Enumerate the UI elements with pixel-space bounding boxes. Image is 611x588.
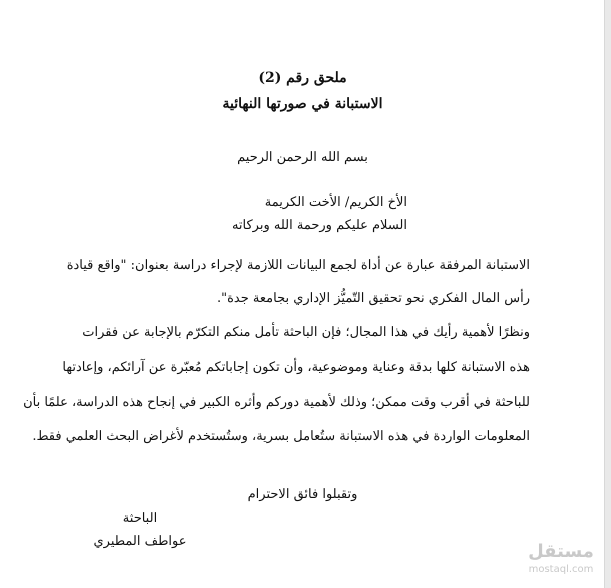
- closing-remark: وتقبلوا فائق الاحترام: [247, 487, 358, 502]
- paragraph-2-line-2: هذه الاستبانة كلها بدقة وعناية وموضوعية، وأن تكون إجاباتكم مُعبّرة عن آرائكم، وإعادتها: [62, 360, 530, 375]
- watermark-logo: [525, 540, 597, 575]
- watermark-brand: مستقل: [528, 541, 594, 562]
- researcher-name: عواطف المطيري: [93, 534, 187, 549]
- appendix-label: ملحق رقم (2): [258, 70, 347, 86]
- paragraph-1-line-2: رأس المال الفكري نحو تحقيق التّميُّز الإداري بجامعة جدة".: [216, 291, 530, 306]
- researcher-role: الباحثة: [122, 511, 158, 526]
- appendix-title: الاستبانة في صورتها النهائية: [222, 96, 383, 112]
- salutation: الأخ الكريم/ الأخت الكريمة: [264, 195, 407, 210]
- watermark-domain: mostaql.com: [528, 564, 594, 575]
- paragraph-2-line-4: المعلومات الواردة في هذه الاستبانة ستُعامل بسرية، وستُستخدم لأغراض البحث العلمي فقط.: [32, 429, 530, 444]
- paragraph-2-line-3: للباحثة في أقرب وقت ممكن؛ وذلك لأهمية دوركم وأثره الكبير في إنجاح هذه الدراسة، علمًا بأن: [23, 395, 530, 410]
- paragraph-2-line-1: ونظرًا لأهمية رأيك في هذا المجال؛ فإن الباحثة تأمل منكم التكرّم بالإجابة عن فقرات: [82, 325, 530, 340]
- page-edge-divider: [604, 0, 611, 588]
- salam-greeting: السلام عليكم ورحمة الله وبركاته: [231, 218, 407, 233]
- paragraph-1-line-1: الاستبانة المرفقة عبارة عن أداة لجمع البيانات اللازمة لإجراء دراسة بعنوان: "واقع قيادة: [66, 258, 530, 273]
- basmala: بسم الله الرحمن الرحيم: [237, 150, 368, 165]
